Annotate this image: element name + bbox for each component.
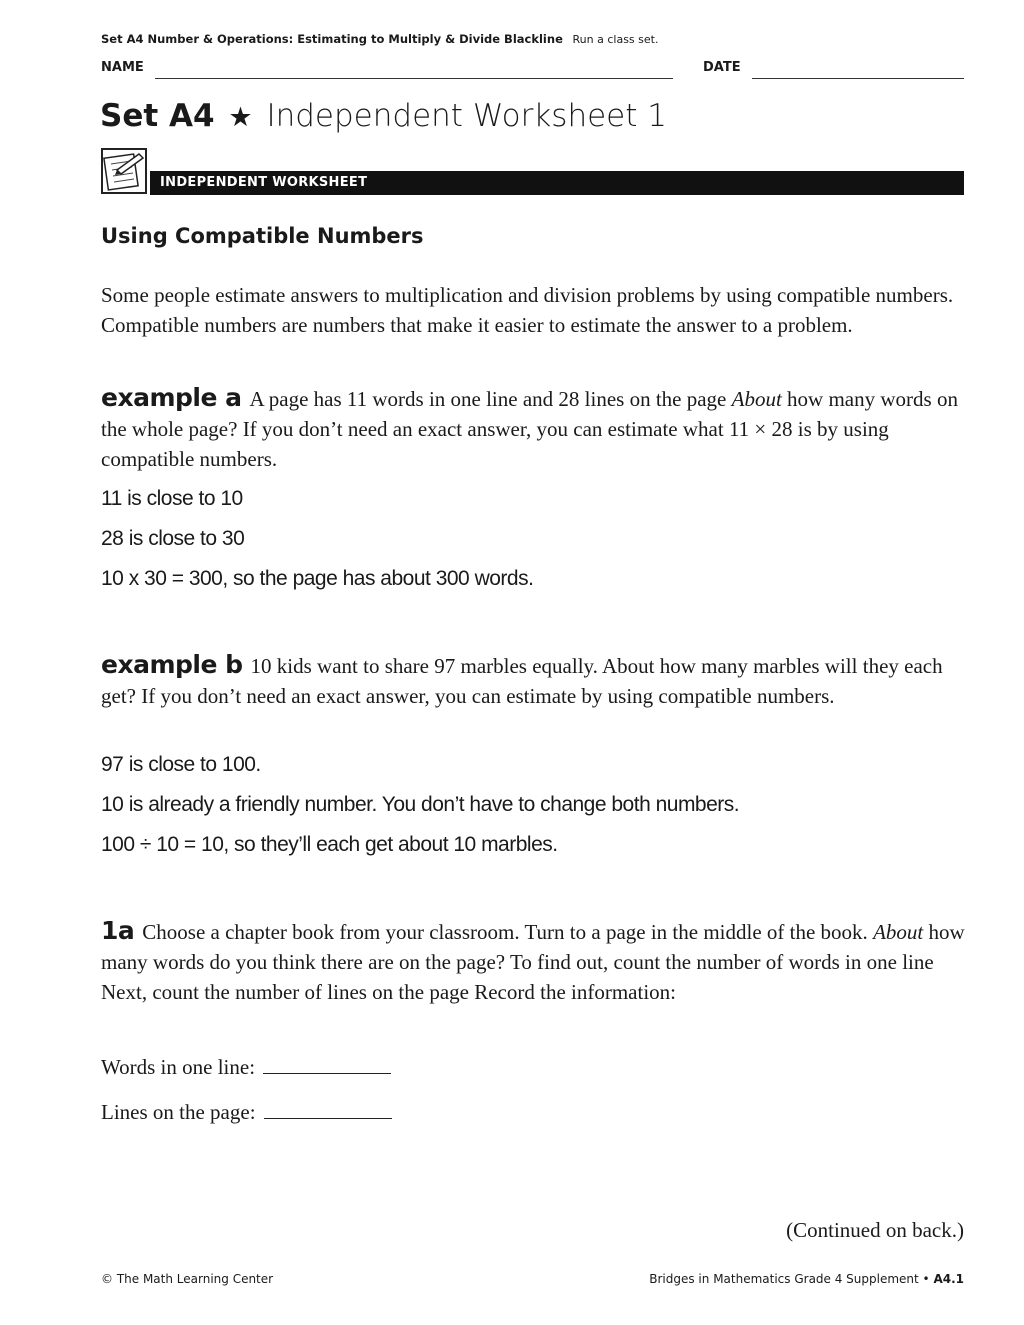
continued-note: (Continued on back.) — [786, 1218, 964, 1242]
example-b-work-line: 100 ÷ 10 = 10, so they’ll each get about 10 marbles. — [101, 833, 558, 856]
section-banner: INDEPENDENT WORKSHEET — [150, 171, 964, 195]
example-a-work-line: 28 is close to 30 — [101, 527, 245, 550]
set-line: Set A4 Number & Operations: Estimating to Multiply & Divide Blackline — [101, 32, 563, 46]
page-title — [100, 98, 667, 134]
date-label: DATE — [703, 60, 741, 75]
lines-on-page-label: Lines on the page: — [101, 1100, 256, 1124]
blackline-header — [101, 32, 658, 46]
example-b-work-line: 97 is close to 100. — [101, 753, 261, 776]
section-title: Using Compatible Numbers — [101, 224, 424, 248]
example-b-label: example b — [101, 650, 243, 679]
footer-copyright: © The Math Learning Center — [101, 1272, 274, 1286]
example-a-work-line: 10 x 30 = 300, so the page has about 300 words. — [101, 567, 534, 590]
words-in-line-label: Words in one line: — [101, 1055, 256, 1079]
problem-1a-about: About — [873, 920, 924, 944]
worksheet-icon — [101, 148, 147, 194]
name-field[interactable] — [155, 78, 673, 79]
example-b-text: 10 kids want to share 97 marbles equally. About how many marbles will they each get? If you don’t need an exact answer, you can estimate by using compatible numbers. — [101, 654, 943, 708]
name-label: NAME — [101, 60, 144, 75]
problem-1a-label: 1a — [101, 916, 135, 945]
problem-1a-text-before: Choose a chapter book from your classroom. Turn to a page in the middle of the book. — [142, 920, 874, 944]
example-a-paragraph — [101, 383, 971, 474]
page-number: A4.1 — [933, 1272, 964, 1286]
words-in-line-answer-field[interactable] — [263, 1055, 391, 1074]
run-note: Run a class set. — [572, 33, 659, 46]
title-set: Set A4 — [100, 98, 215, 134]
example-a-label: example a — [101, 383, 242, 412]
footer-source — [649, 1272, 964, 1286]
example-a-work-line: 11 is close to 10 — [101, 487, 243, 510]
pencil-paper-icon — [103, 150, 145, 192]
words-in-line-row — [101, 1052, 971, 1082]
problem-1a-text-after: how many words do you think there are on the page? To find out, count the number of words in one line Next, count the number of lines on the page Record the information: — [101, 920, 965, 1004]
example-a-about: About — [731, 387, 782, 411]
lines-on-page-answer-field[interactable] — [264, 1100, 392, 1119]
example-a-text-before: A page has 11 words in one line and 28 lines on the page — [249, 387, 732, 411]
date-field[interactable] — [752, 78, 964, 79]
lines-on-page-row — [101, 1097, 971, 1127]
intro-paragraph: Some people estimate answers to multiplication and division problems by using compatible numbers. Compatible numbers are numbers that make it easier to estimate the answer to a problem. — [101, 283, 954, 337]
star-icon: ★ — [228, 102, 253, 133]
example-b-paragraph — [101, 650, 971, 711]
footer-book-title: Bridges in Mathematics Grade 4 Supplement • — [649, 1272, 934, 1286]
example-b-work-line: 10 is already a friendly number. You don’t have to change both numbers. — [101, 793, 740, 816]
example-a-text-after: how many words on the whole page? If you don’t need an exact answer, you can estimate what 11 × 28 is by using compatible numbers. — [101, 387, 958, 471]
problem-1a-paragraph — [101, 916, 971, 1007]
title-worksheet: Independent Worksheet 1 — [266, 98, 667, 134]
